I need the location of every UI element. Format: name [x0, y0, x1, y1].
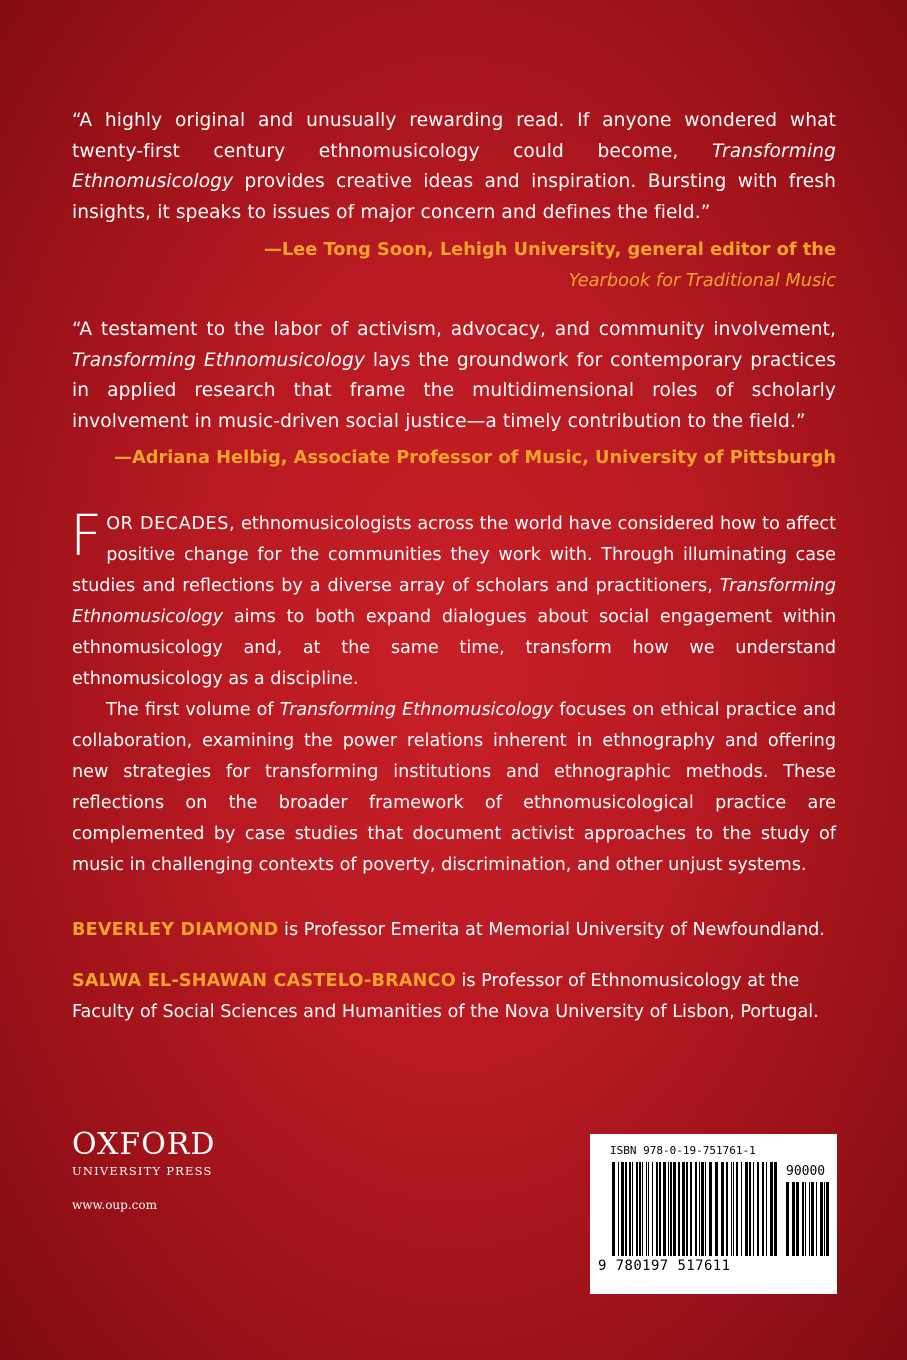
description-p1-a: ethnomusicologists across the world have considered how to affect positive change for the communities they work with. Through illuminating case studies and reflections by a diverse array of scholars and practitioners,: [72, 514, 836, 596]
review-quote-2: [72, 315, 836, 437]
author-name-1: BEVERLEY DIAMOND: [72, 920, 279, 940]
description-p1-b: aims to both expand dialogues about social engagement within ethnomusicology and, at the same time, transform how we understand ethnomusicology as a discipline.: [72, 607, 836, 689]
quote-1-attribution: [72, 234, 836, 296]
drop-cap: F: [70, 504, 103, 569]
quote-2-attribution: [72, 442, 836, 473]
quote-2-text-b: lays the groundwork for contemporary practices in applied research that frame the multidimensional roles of scholarly involvement in music-driven social justice—a timely contribution to the field.”: [72, 349, 836, 432]
author-bio-text-1: is Professor Emerita at Memorial University of Newfoundland.: [278, 920, 825, 940]
oxford-logo: [72, 1127, 216, 1178]
author-bio-2: [72, 966, 836, 1028]
quote-2-attribution-line: —Adriana Helbig, Associate Professor of Music, University of Pittsburgh: [114, 447, 836, 468]
isbn-barcode: [590, 1134, 837, 1294]
author-bio-1: [72, 915, 836, 946]
publisher-name: OXFORD: [72, 1127, 216, 1162]
description-p2-title: Transforming Ethnomusicology: [279, 700, 554, 720]
publisher-sub: UNIVERSITY PRESS: [72, 1164, 213, 1178]
price-code: 90000: [786, 1164, 826, 1179]
description-paragraph-2: [72, 695, 836, 881]
book-description: [70, 504, 837, 881]
isbn-text: ISBN 978-0-19-751761-1: [610, 1144, 756, 1157]
quote-2-book-title: Transforming Ethnomusicology: [72, 349, 366, 371]
description-paragraph-1: [70, 504, 836, 695]
description-lead: OR DECADES,: [106, 514, 236, 534]
quote-1-attribution-line: —Lee Tong Soon, Lehigh University, general editor of the: [264, 239, 836, 260]
quote-1-text-a: “A highly original and unusually rewarding read. If anyone wondered what twenty-first century ethnomusicology could become,: [72, 110, 836, 162]
ean-digits: 9 780197 517611: [598, 1258, 731, 1274]
description-p2-b: focuses on ethical practice and collaboration, examining the power relations inherent in ethnography and offering new strategies for transforming institutions and ethnographic methods. These reflections on the broader framework of ethnomusicological practice are complemented by case studies that document activist approaches to the study of music in challenging contexts of poverty, discrimination, and other unjust systems.: [72, 700, 837, 875]
quote-2-text-a: “A testament to the labor of activism, advocacy, and community involvement,: [72, 319, 836, 340]
quote-1-attribution-title: Yearbook for Traditional Music: [568, 270, 836, 291]
author-name-2: SALWA EL-SHAWAN CASTELO-BRANCO: [72, 971, 456, 991]
review-quote-1: [72, 106, 836, 228]
quote-1-book-title: Transforming Ethnomusicology: [72, 140, 836, 193]
publisher-url: www.oup.com: [72, 1198, 157, 1212]
description-p2-a: The first volume of: [106, 700, 280, 720]
description-p1-title: Transforming Ethnomusicology: [72, 576, 836, 627]
quote-1-text-b: provides creative ideas and inspiration. Bursting with fresh insights, it speaks to issues of major concern and defines the field.”: [72, 171, 836, 223]
author-bio-text-2: is Professor of Ethnomusicology at the Faculty of Social Sciences and Humanities of the Nova University of Lisbon, Portugal.: [72, 971, 819, 1022]
